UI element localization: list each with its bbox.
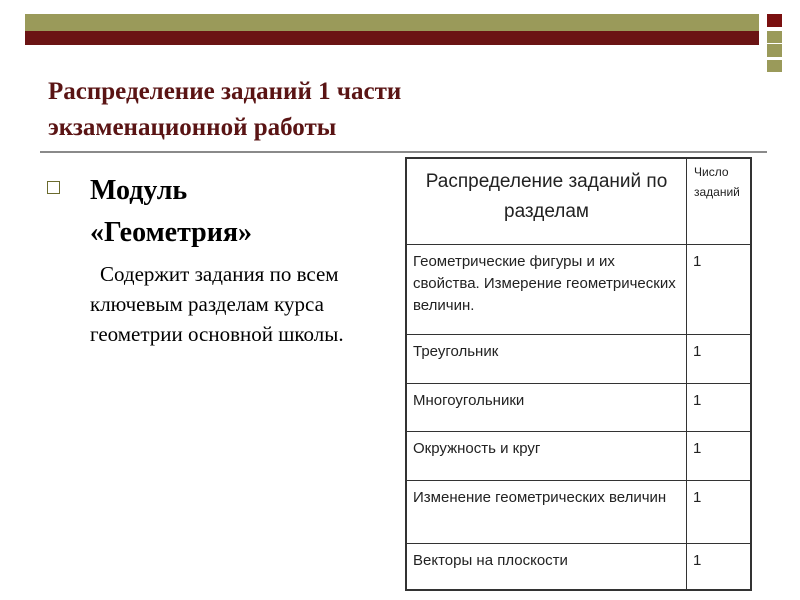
table-row bbox=[406, 335, 751, 384]
title-divider bbox=[40, 151, 767, 153]
distribution-table bbox=[405, 157, 752, 591]
decor-square-red bbox=[767, 14, 782, 27]
decor-square-olive bbox=[767, 31, 782, 43]
table-cell-count: 1 bbox=[687, 544, 752, 591]
module-heading-line2: «Геометрия» bbox=[90, 217, 253, 248]
module-heading bbox=[90, 170, 390, 254]
decor-square-olive bbox=[767, 60, 782, 72]
slide-title bbox=[48, 74, 568, 146]
table-cell-count: 1 bbox=[687, 432, 752, 481]
header-bar-dark bbox=[25, 31, 759, 45]
slide-title-line2: экзаменационной работы bbox=[48, 114, 337, 141]
table-cell-section: Окружность и круг bbox=[406, 432, 687, 481]
table-row bbox=[406, 245, 751, 335]
header-bar-olive bbox=[25, 14, 759, 31]
decor-square-olive bbox=[767, 44, 782, 57]
bullet-square-icon bbox=[47, 181, 60, 194]
table-row bbox=[406, 432, 751, 481]
module-description bbox=[90, 259, 390, 349]
table-cell-count: 1 bbox=[687, 245, 752, 335]
slide-title-line1: Распределение заданий 1 части bbox=[48, 78, 402, 105]
table-row bbox=[406, 384, 751, 432]
table-header-count: Число заданий bbox=[687, 158, 752, 245]
table-cell-section: Многоугольники bbox=[406, 384, 687, 432]
table-cell-section: Изменение геометрических величин bbox=[406, 481, 687, 544]
table-cell-section: Треугольник bbox=[406, 335, 687, 384]
table-header-sections: Распределение заданий по разделам bbox=[406, 158, 687, 245]
table-cell-section: Векторы на плоскости bbox=[406, 544, 687, 591]
table-cell-count: 1 bbox=[687, 481, 752, 544]
table-row bbox=[406, 544, 751, 591]
module-description-text: Содержит задания по всем ключевым разделам курса геометрии основной школы. bbox=[90, 262, 344, 346]
table-row bbox=[406, 481, 751, 544]
table-cell-section: Геометрические фигуры и их свойства. Измерение геометрических величин. bbox=[406, 245, 687, 335]
module-heading-line1: Модуль bbox=[90, 175, 188, 206]
table-cell-count: 1 bbox=[687, 384, 752, 432]
table-cell-count: 1 bbox=[687, 335, 752, 384]
table-header-row bbox=[406, 158, 751, 245]
